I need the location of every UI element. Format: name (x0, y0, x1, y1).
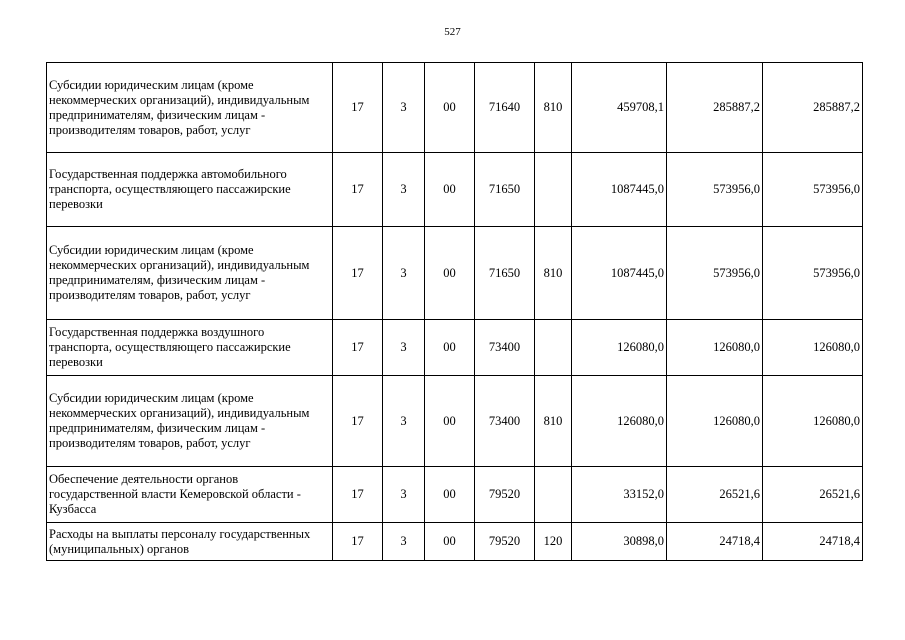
sum-3-cell: 126080,0 (763, 376, 863, 467)
row-name: Обеспечение деятельности органов государственной власти Кемеровской области - Кузбасса (47, 467, 333, 523)
row-name: Государственная поддержка автомобильного транспорта, осуществляющего пассажирские перевозки (47, 153, 333, 227)
sum-3-cell: 573956,0 (763, 227, 863, 320)
row-name: Субсидии юридическим лицам (кроме некоммерческих организаций), индивидуальным предпринимателям, физическим лицам - производителям товаров, работ, услуг (47, 376, 333, 467)
direction-cell: 71650 (475, 227, 535, 320)
section-cell: 17 (333, 376, 383, 467)
subsection-cell: 3 (383, 63, 425, 153)
sum-2-cell: 24718,4 (667, 523, 763, 561)
subsection-cell: 3 (383, 227, 425, 320)
program-cell: 00 (425, 153, 475, 227)
sum-2-cell: 285887,2 (667, 63, 763, 153)
program-cell: 00 (425, 227, 475, 320)
program-cell: 00 (425, 523, 475, 561)
table-row (47, 227, 863, 320)
sum-1-cell: 1087445,0 (572, 227, 667, 320)
sum-2-cell: 126080,0 (667, 376, 763, 467)
direction-cell: 79520 (475, 467, 535, 523)
table-row (47, 153, 863, 227)
direction-cell: 79520 (475, 523, 535, 561)
sum-3-cell: 573956,0 (763, 153, 863, 227)
sum-3-cell: 285887,2 (763, 63, 863, 153)
row-name: Субсидии юридическим лицам (кроме некоммерческих организаций), индивидуальным предпринимателям, физическим лицам - производителям товаров, работ, услуг (47, 227, 333, 320)
section-cell: 17 (333, 63, 383, 153)
table-row (47, 467, 863, 523)
sum-3-cell: 26521,6 (763, 467, 863, 523)
sum-2-cell: 573956,0 (667, 153, 763, 227)
sum-1-cell: 126080,0 (572, 376, 667, 467)
expense-type-cell (535, 467, 572, 523)
expense-type-cell (535, 320, 572, 376)
row-name: Субсидии юридическим лицам (кроме некоммерческих организаций), индивидуальным предпринимателям, физическим лицам - производителям товаров, работ, услуг (47, 63, 333, 153)
section-cell: 17 (333, 227, 383, 320)
sum-2-cell: 126080,0 (667, 320, 763, 376)
row-name: Расходы на выплаты персоналу государственных (муниципальных) органов (47, 523, 333, 561)
subsection-cell: 3 (383, 153, 425, 227)
sum-3-cell: 126080,0 (763, 320, 863, 376)
sum-2-cell: 573956,0 (667, 227, 763, 320)
program-cell: 00 (425, 376, 475, 467)
program-cell: 00 (425, 320, 475, 376)
page-number: 527 (444, 26, 461, 38)
sum-1-cell: 1087445,0 (572, 153, 667, 227)
section-cell: 17 (333, 320, 383, 376)
expense-type-cell: 810 (535, 227, 572, 320)
direction-cell: 71640 (475, 63, 535, 153)
sum-1-cell: 30898,0 (572, 523, 667, 561)
table-row (47, 523, 863, 561)
expense-type-cell: 810 (535, 376, 572, 467)
section-cell: 17 (333, 153, 383, 227)
direction-cell: 73400 (475, 320, 535, 376)
direction-cell: 73400 (475, 376, 535, 467)
sum-1-cell: 459708,1 (572, 63, 667, 153)
direction-cell: 71650 (475, 153, 535, 227)
subsection-cell: 3 (383, 376, 425, 467)
subsection-cell: 3 (383, 320, 425, 376)
section-cell: 17 (333, 523, 383, 561)
program-cell: 00 (425, 63, 475, 153)
expense-type-cell: 810 (535, 63, 572, 153)
budget-table (46, 62, 863, 561)
program-cell: 00 (425, 467, 475, 523)
sum-2-cell: 26521,6 (667, 467, 763, 523)
section-cell: 17 (333, 467, 383, 523)
table-row (47, 376, 863, 467)
expense-type-cell (535, 153, 572, 227)
subsection-cell: 3 (383, 467, 425, 523)
sum-3-cell: 24718,4 (763, 523, 863, 561)
subsection-cell: 3 (383, 523, 425, 561)
sum-1-cell: 33152,0 (572, 467, 667, 523)
row-name: Государственная поддержка воздушного транспорта, осуществляющего пассажирские перевозки (47, 320, 333, 376)
sum-1-cell: 126080,0 (572, 320, 667, 376)
expense-type-cell: 120 (535, 523, 572, 561)
table-row (47, 63, 863, 153)
table-row (47, 320, 863, 376)
